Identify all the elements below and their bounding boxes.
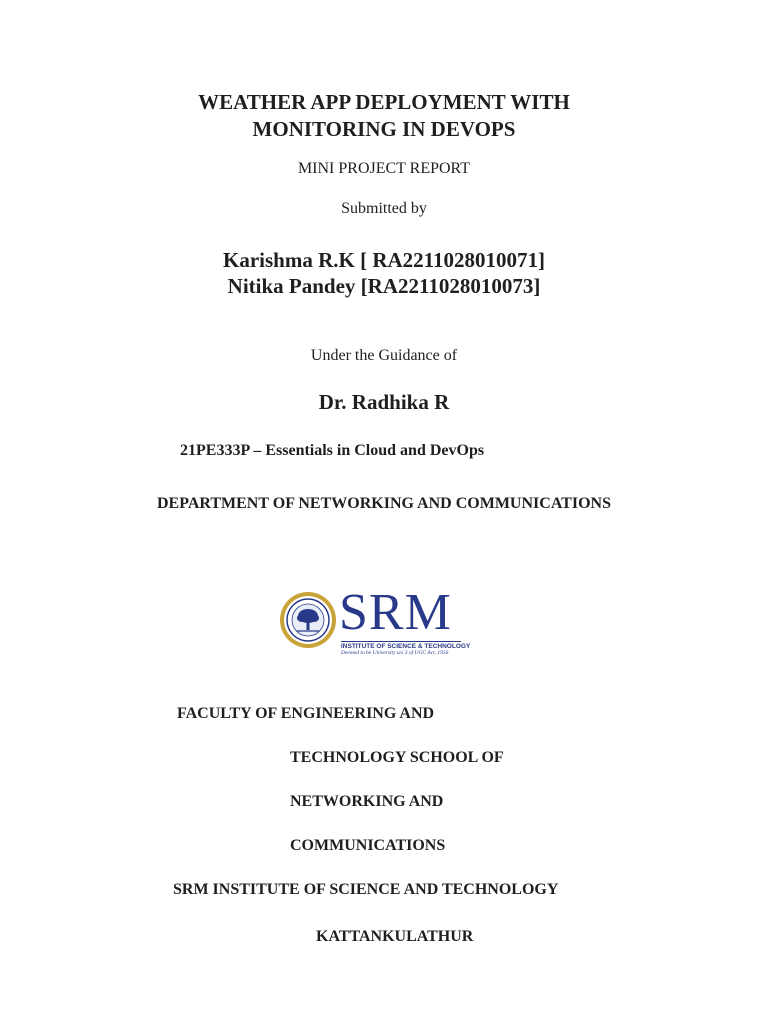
department-name: DEPARTMENT OF NETWORKING AND COMMUNICATIONS xyxy=(157,495,611,512)
srm-seal-icon xyxy=(279,591,337,649)
course-code: 21PE333P – Essentials in Cloud and DevOps xyxy=(180,442,485,459)
report-title xyxy=(0,89,768,143)
submitted-by-label: Submitted by xyxy=(341,200,427,217)
srm-logo-subtitle: INSTITUTE OF SCIENCE & TECHNOLOGY xyxy=(341,643,471,650)
author-1: Karishma R.K [ RA2211028010071] xyxy=(223,248,545,272)
report-title-line-1: WEATHER APP DEPLOYMENT WITH xyxy=(198,90,570,114)
report-title-line-2: MONITORING IN DEVOPS xyxy=(252,117,516,141)
institute-name: SRM INSTITUTE OF SCIENCE AND TECHNOLOGY xyxy=(173,881,559,898)
report-type: MINI PROJECT REPORT xyxy=(297,160,471,177)
faculty-line-4: COMMUNICATIONS xyxy=(290,837,446,854)
srm-logo xyxy=(279,584,471,656)
faculty-line-2: TECHNOLOGY SCHOOL OF xyxy=(290,749,504,766)
author-2: Nitika Pandey [RA2211028010073] xyxy=(227,274,541,298)
guidance-label: Under the Guidance of xyxy=(310,347,458,364)
faculty-line-1: FACULTY OF ENGINEERING AND xyxy=(177,705,435,722)
srm-logo-brand: SRM xyxy=(339,584,452,641)
srm-logo-rule xyxy=(341,641,461,642)
location-name: KATTANKULATHUR xyxy=(316,928,474,945)
guide-name: Dr. Radhika R xyxy=(318,390,450,414)
srm-logo-tagline: Deemed to be University u/s 3 of UGC Act, 1956 xyxy=(341,650,449,656)
faculty-line-3: NETWORKING AND xyxy=(290,793,444,810)
author-list xyxy=(0,247,768,299)
